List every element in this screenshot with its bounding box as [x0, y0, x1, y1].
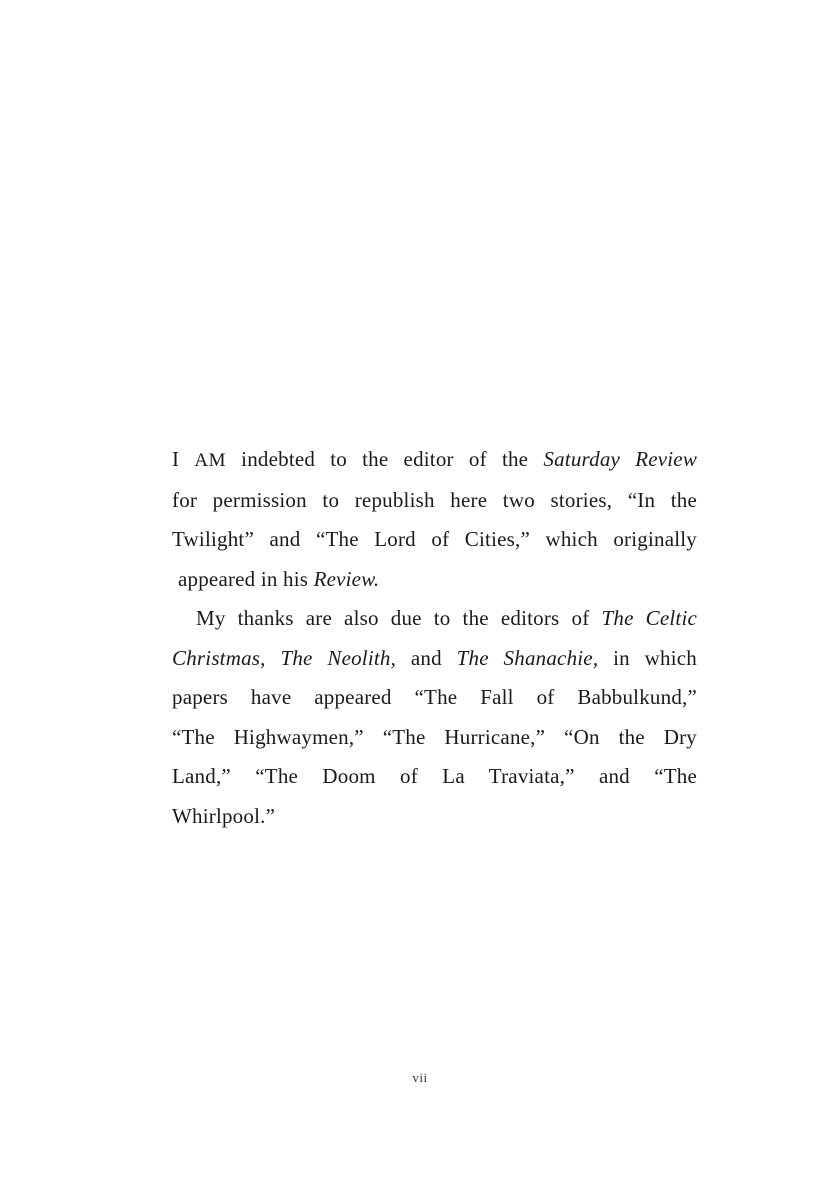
line-3-text: Twilight” and “The Lord of Cities,” which originally: [172, 527, 697, 551]
page-number: vii: [412, 1070, 428, 1085]
paragraph-1-line-2: [172, 481, 697, 521]
acknowledgement-paragraph-1: [172, 440, 697, 481]
paragraph-2-line-6: [172, 797, 697, 837]
paragraph-2-line-3: [172, 678, 697, 718]
p2-line-1-text: My thanks are also due to the editors of: [196, 606, 590, 630]
review-title: Review.: [313, 566, 380, 591]
opening-smallcaps: AM: [194, 450, 226, 471]
paragraph-2-line-4: [172, 718, 697, 758]
line-1-text: indebted to the editor of the: [241, 447, 529, 471]
paragraph-2-line-1: [172, 599, 697, 639]
celtic-title: The Celtic: [601, 606, 698, 630]
paragraph-1-line-4: [172, 560, 697, 600]
p2-line-6-text: Whirlpool.”: [172, 803, 276, 828]
p2-line-4-text: “The Highwaymen,” “The Hurricane,” “On the Dry: [172, 724, 697, 749]
p2-line-3-text: papers have appeared “The Fall of Babbulkund,”: [172, 685, 697, 709]
paragraph-2-line-2: [172, 639, 697, 679]
line-4-text: appeared in his: [178, 566, 309, 591]
paragraph-1-line-3: [172, 520, 697, 560]
acknowledgement-text: [172, 440, 697, 836]
paragraph-2-line-5: [172, 757, 697, 797]
line-2-text: for permission to republish here two stories, “In the: [172, 487, 697, 512]
shanachie-title: The Shanachie,: [456, 645, 599, 670]
opening-letter: I: [172, 447, 180, 471]
saturday-review-title: Saturday Review: [543, 447, 698, 471]
paragraph-1-line-1: [172, 440, 697, 481]
in-which-text: in which: [613, 645, 697, 670]
neolith-title: The Neolith,: [280, 645, 397, 670]
p2-line-5-text: Land,” “The Doom of La Traviata,” and “The: [172, 764, 697, 788]
christmas-title: Christmas,: [172, 645, 266, 670]
and-word: and: [410, 645, 442, 670]
